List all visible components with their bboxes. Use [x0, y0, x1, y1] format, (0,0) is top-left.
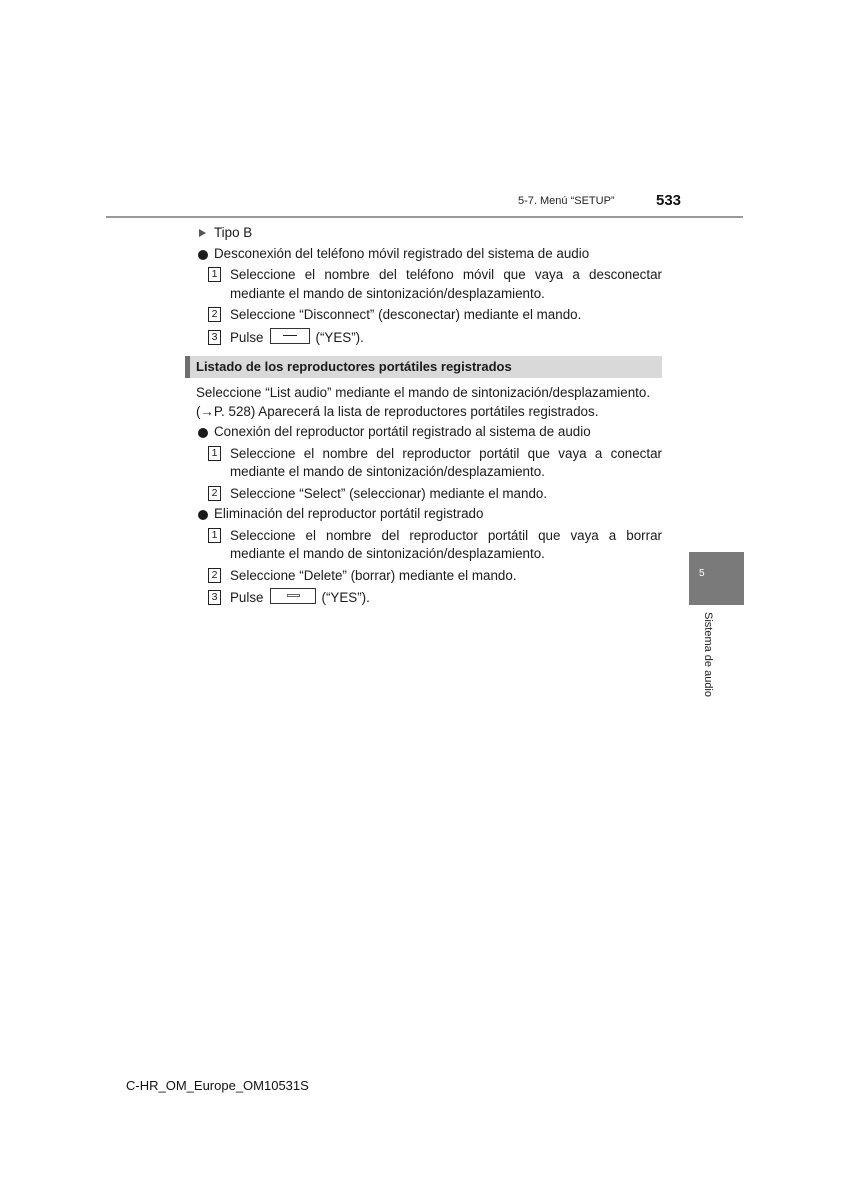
bullet-dot-icon [198, 250, 208, 260]
type-b-label: Tipo B [214, 225, 253, 240]
step-text: Seleccione “Disconnect” (desconectar) mediante el mando. [230, 307, 582, 322]
step-number-badge: 3 [208, 590, 221, 605]
step-number-badge: 1 [208, 267, 221, 282]
step-text: Seleccione el nombre del teléfono móvil que vaya a desconectar mediante el mando de sintonización/desplazamiento. [230, 267, 662, 301]
disconnect-step-1 [196, 266, 662, 303]
section-reference: 5-7. Menú “SETUP” [518, 195, 615, 207]
section-accent [185, 356, 190, 378]
intro-paragraph [196, 384, 662, 421]
chapter-tab [689, 552, 744, 605]
step-number-badge: 1 [208, 528, 221, 543]
chapter-number: 5 [699, 568, 705, 579]
step-number-badge: 1 [208, 446, 221, 461]
type-b-heading [196, 224, 662, 243]
yes-button-icon [270, 588, 316, 604]
step-text-before: Pulse [230, 329, 264, 345]
disconnect-bullet [196, 245, 662, 264]
step-text-after: (“YES”). [321, 590, 370, 605]
step-text-after: (“YES”). [315, 329, 364, 345]
header-rule [106, 216, 743, 218]
bullet-dot-icon [198, 428, 208, 438]
triangle-bullet-icon [199, 229, 206, 237]
step-number-badge: 2 [208, 486, 221, 501]
step-text: Seleccione “Select” (seleccionar) mediante el mando. [230, 485, 548, 501]
connect-step-2 [196, 485, 662, 504]
connect-bullet [196, 423, 662, 442]
page-number: 533 [656, 192, 682, 209]
step-text: Seleccione “Delete” (borrar) mediante el mando. [230, 567, 517, 583]
delete-bullet [196, 505, 662, 524]
connect-bullet-text: Conexión del reproductor portátil registrado al sistema de audio [214, 424, 591, 439]
step-number-badge: 3 [208, 330, 221, 345]
intro-line-1: Seleccione “List audio” mediante el mando de sintonización/desplazamiento. [196, 385, 651, 400]
disconnect-step-2 [196, 306, 662, 325]
delete-bullet-text: Eliminación del reproductor portátil registrado [214, 506, 484, 521]
step-text: Seleccione el nombre del reproductor portátil que vaya a borrar mediante el mando de sintonización/desplazamiento. [230, 527, 662, 561]
main-content [196, 224, 662, 608]
step-number-badge: 2 [208, 568, 221, 583]
delete-step-1 [196, 527, 662, 564]
step-number-badge: 2 [208, 307, 221, 322]
footer-code: C-HR_OM_Europe_OM10531S [126, 1078, 309, 1093]
connect-step-1 [196, 445, 662, 482]
disconnect-step-3 [196, 329, 662, 348]
chapter-label: Sistema de audio [702, 612, 714, 697]
delete-step-2 [196, 567, 662, 586]
disconnect-bullet-text: Desconexión del teléfono móvil registrado del sistema de audio [214, 245, 590, 261]
section-title-bar [185, 356, 662, 378]
section-title: Listado de los reproductores portátiles registrados [196, 359, 512, 374]
delete-step-3 [196, 589, 662, 608]
bullet-dot-icon [198, 510, 208, 520]
step-text: Seleccione el nombre del reproductor portátil que vaya a conectar mediante el mando de sintonización/desplazamiento. [230, 445, 662, 479]
step-text-before: Pulse [230, 590, 264, 605]
yes-button-icon [270, 328, 310, 344]
intro-line-2: (→P. 528) Aparecerá la lista de reproductores portátiles registrados. [196, 403, 599, 419]
